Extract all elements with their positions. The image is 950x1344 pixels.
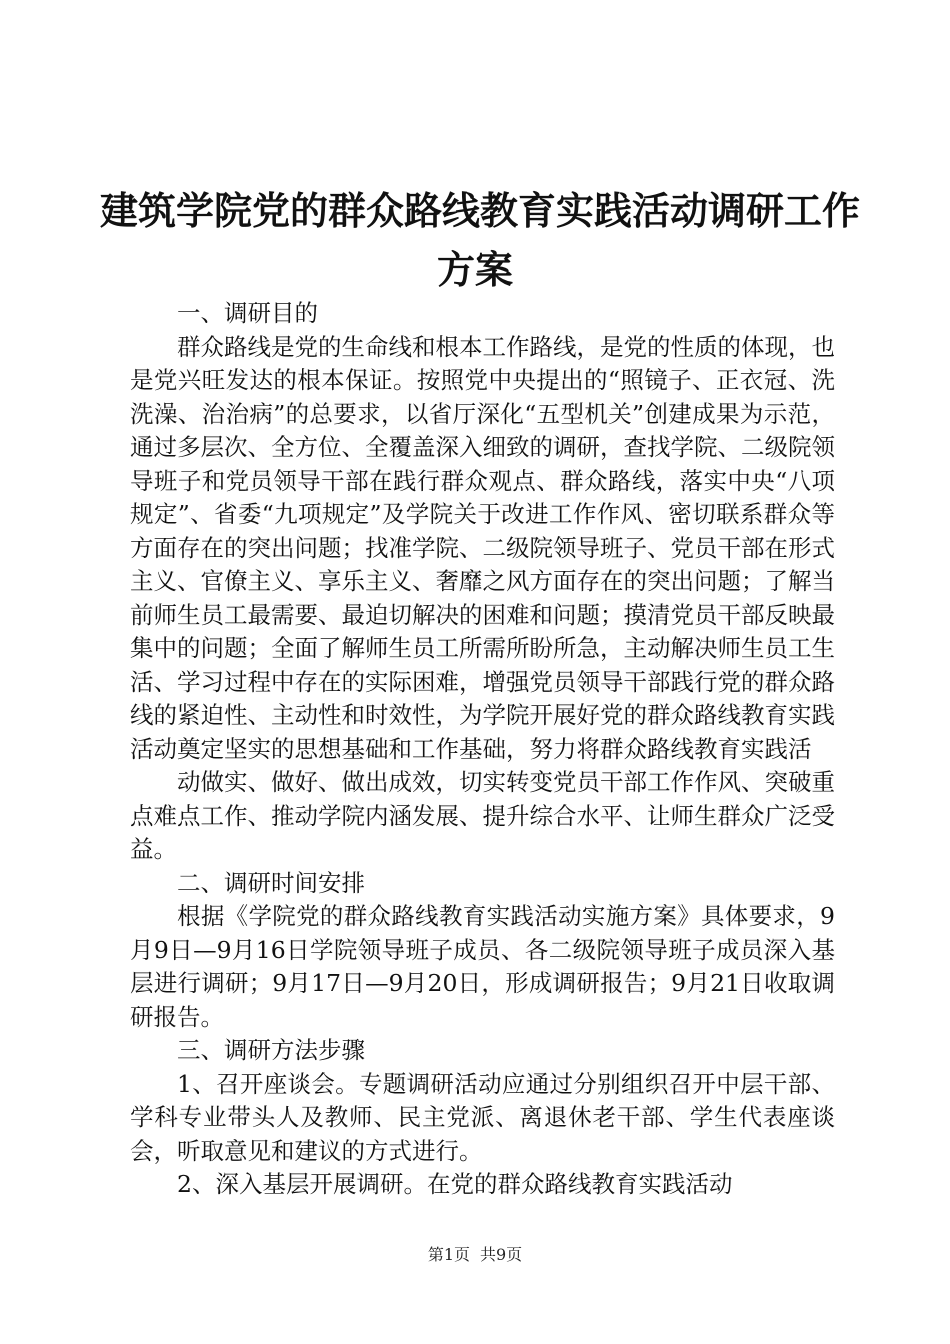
page-total: 共9页 <box>480 1245 523 1264</box>
section-heading-purpose: 一、调研目的 <box>177 299 318 327</box>
paragraph-method-2: 2、深入基层开展调研。在党的群众路线教育实践活动 <box>177 1170 733 1198</box>
paragraph-purpose: 群众路线是党的生命线和根本工作路线，是党的性质的体现，也是党兴旺发达的根本保证。按照党中央提出的“照镜子、正衣冠、洗洗澡、治治病”的总要求，以省厅深化“五型机关”创建成果为示范，通过多层次、全方位、全覆盖深入细致的调研，查找学院、二级院领导班子和党员领导干部在践行群众观点、群众路线，落实中央“八项规定”、省委“九项规定”及学院关于改进工作作风、密切联系群众等方面存在的突出问题；找准学院、二级院领导班子、党员干部在形式主义、官僚主义、享乐主义、奢靡之风方面存在的突出问题；了解当前师生员工最需要、最迫切解决的困难和问题；摸清党员干部反映最集中的问题；全面了解师生员工所需所盼所急，主动解决师生员工生活、学习过程中存在的实际困难，增强党员领导干部践行党的群众路线的紧迫性、主动性和时效性，为学院开展好党的群众路线教育实践活动奠定坚实的思想基础和工作基础，努力将群众路线教育实践活 <box>130 332 835 763</box>
section-heading-schedule: 二、调研时间安排 <box>177 868 365 897</box>
section-heading-methods: 三、调研方法步骤 <box>177 1036 365 1064</box>
document-title-line-2: 方案 <box>436 247 513 292</box>
paragraph-schedule: 根据《学院党的群众路线教育实践活动实施方案》具体要求，9月9日—9月16日学院领导班子成员、各二级院领导班子成员深入基层进行调研；9月17日—9月20日，形成调研报告；9月21日收取调研报告。 <box>130 902 835 1031</box>
page-number: 第1页 <box>427 1245 470 1264</box>
page-footer <box>0 1245 950 1265</box>
document-body <box>130 297 835 1202</box>
document-title-line-1: 建筑学院党的群众路线教育实践活动调研工作 <box>100 188 861 233</box>
paragraph-purpose-continued: 动做实、做好、做出成效，切实转变党员干部工作作风、突破重点难点工作、推动学院内涵发展、提升综合水平、让师生群众广泛受益。 <box>130 768 835 863</box>
paragraph-method-1: 1、召开座谈会。专题调研活动应通过分别组织召开中层干部、学科专业带头人及教师、民主党派、离退休老干部、学生代表座谈会，听取意见和建议的方式进行。 <box>130 1069 835 1165</box>
